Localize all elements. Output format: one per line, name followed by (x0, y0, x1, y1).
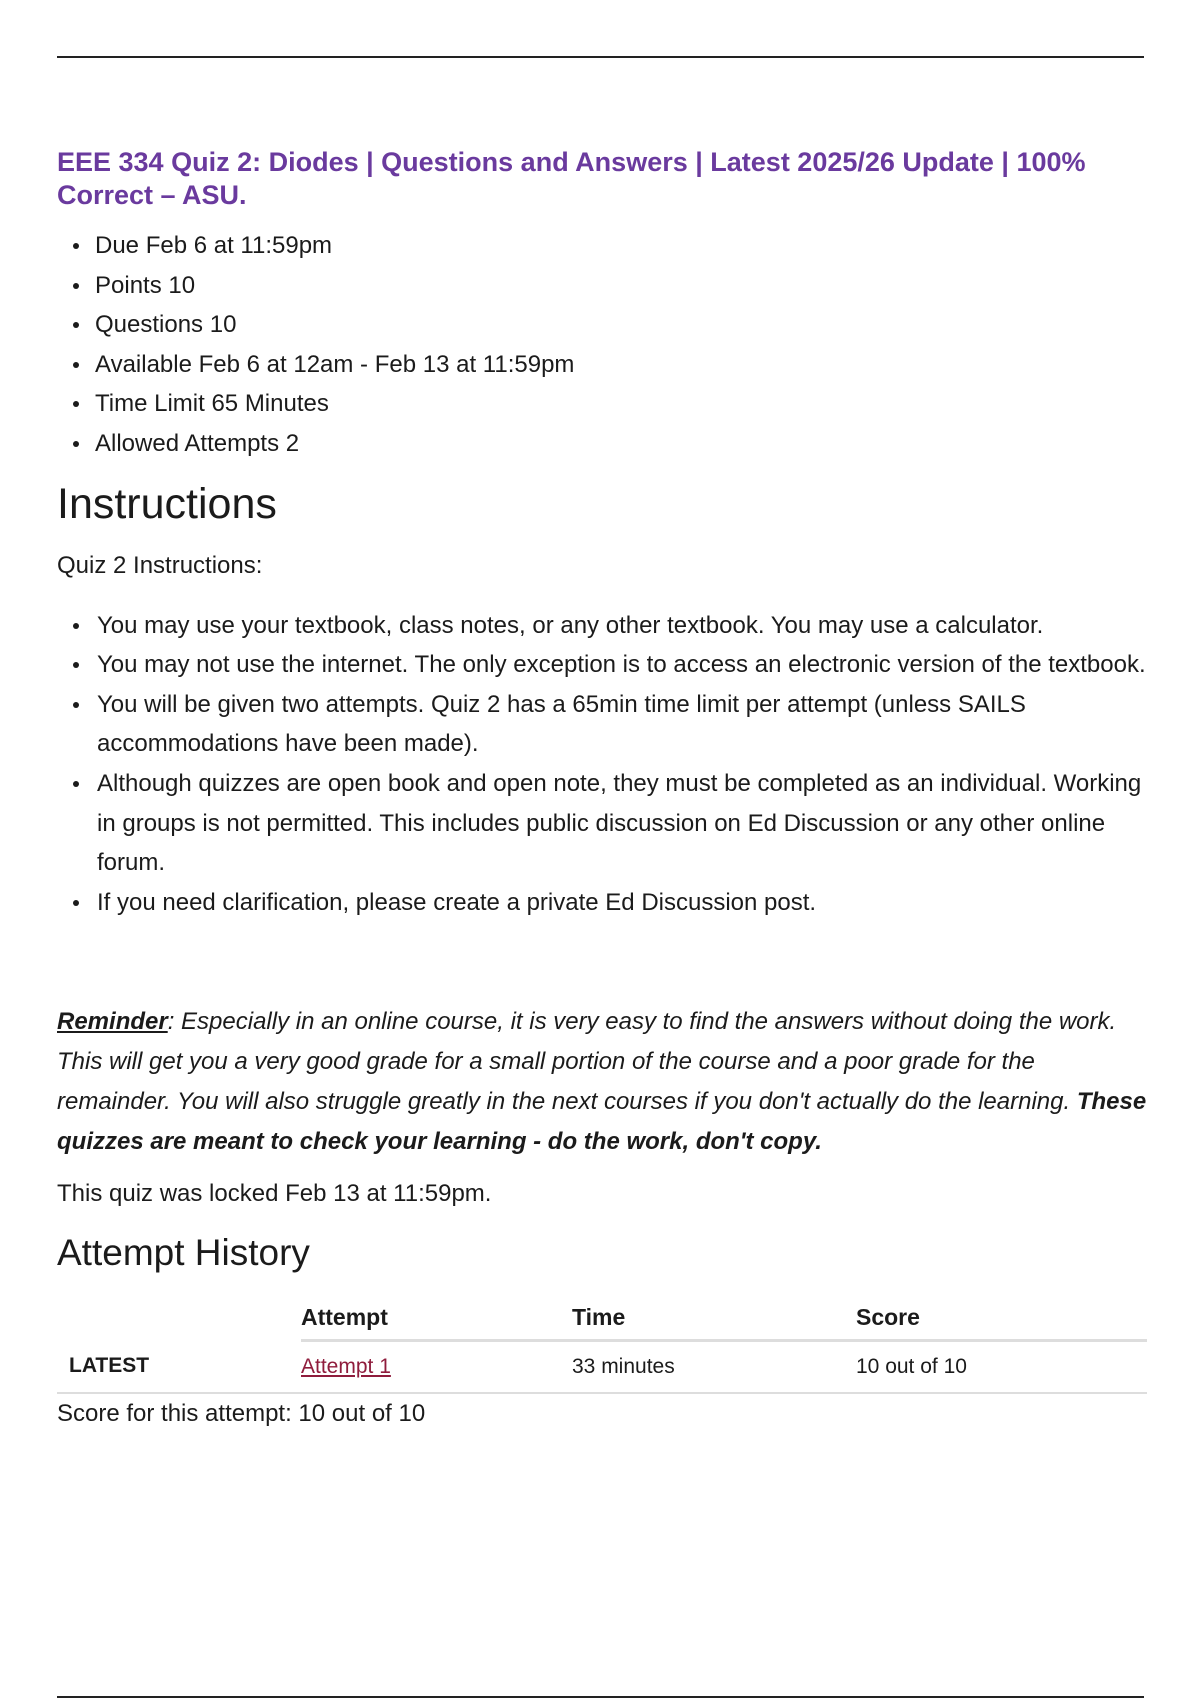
reminder-separator: : (167, 1008, 182, 1036)
column-header-status (57, 1296, 301, 1340)
detail-allowed-attempts: Allowed Attempts 2 (73, 424, 1147, 464)
reminder-body: Especially in an online course, it is very easy to find the answers without doing the work. This will get you a very good grade for a small portion of the course and a poor grade for the remainder. You will also struggle greatly in the next courses if you don't actually do the learning. (57, 1008, 1117, 1116)
table-row (57, 1340, 1147, 1393)
column-header-time: Time (572, 1296, 856, 1340)
instruction-item: Although quizzes are open book and open note, they must be completed as an individual. Working in groups is not permitted. This includes public discussion on Ed Discussion or any other online forum. (73, 764, 1147, 883)
attempt-history-table (57, 1296, 1147, 1394)
reminder-emphasis: These quizzes are meant to check your learning - do the work, don't copy. (57, 1088, 1147, 1156)
attempt-1-link[interactable]: Attempt 1 (301, 1355, 391, 1379)
table-header-row (57, 1296, 1147, 1340)
detail-available: Available Feb 6 at 12am - Feb 13 at 11:59pm (73, 345, 1147, 385)
instruction-item: You may not use the internet. The only exception is to access an electronic version of the textbook. (73, 645, 1147, 685)
attempt-score: 10 out of 10 (856, 1340, 1147, 1393)
detail-time-limit: Time Limit 65 Minutes (73, 384, 1147, 424)
attempt-cell (301, 1340, 572, 1393)
locked-notice: This quiz was locked Feb 13 at 11:59pm. (57, 1180, 492, 1208)
attempt-status: LATEST (57, 1340, 301, 1393)
detail-questions: Questions 10 (73, 305, 1147, 345)
attempt-time: 33 minutes (572, 1340, 856, 1393)
document-title: EEE 334 Quiz 2: Diodes | Questions and Answers | Latest 2025/26 Update | 100% Correct – ASU. (57, 147, 1086, 210)
instructions-intro: Quiz 2 Instructions: (57, 551, 263, 579)
detail-points: Points 10 (73, 266, 1147, 306)
reminder-label: Reminder (57, 1008, 168, 1036)
quiz-page (57, 146, 1147, 1430)
detail-due: Due Feb 6 at 11:59pm (73, 226, 1147, 266)
bottom-divider (57, 1696, 1144, 1698)
score-for-attempt: Score for this attempt: 10 out of 10 (57, 1400, 426, 1428)
quiz-details-list (73, 226, 1147, 464)
instruction-item: You will be given two attempts. Quiz 2 has a 65min time limit per attempt (unless SAILS accommodations have been made). (73, 685, 1147, 764)
instructions-heading: Instructions (57, 479, 277, 528)
attempt-history-heading: Attempt History (57, 1232, 310, 1274)
reminder-paragraph (57, 1002, 1147, 1162)
top-divider (57, 56, 1144, 58)
instruction-item: If you need clarification, please create a private Ed Discussion post. (73, 883, 1147, 923)
column-header-attempt: Attempt (301, 1296, 572, 1340)
instructions-list (73, 606, 1147, 923)
instruction-item: You may use your textbook, class notes, or any other textbook. You may use a calculator. (73, 606, 1147, 646)
column-header-score: Score (856, 1296, 1147, 1340)
